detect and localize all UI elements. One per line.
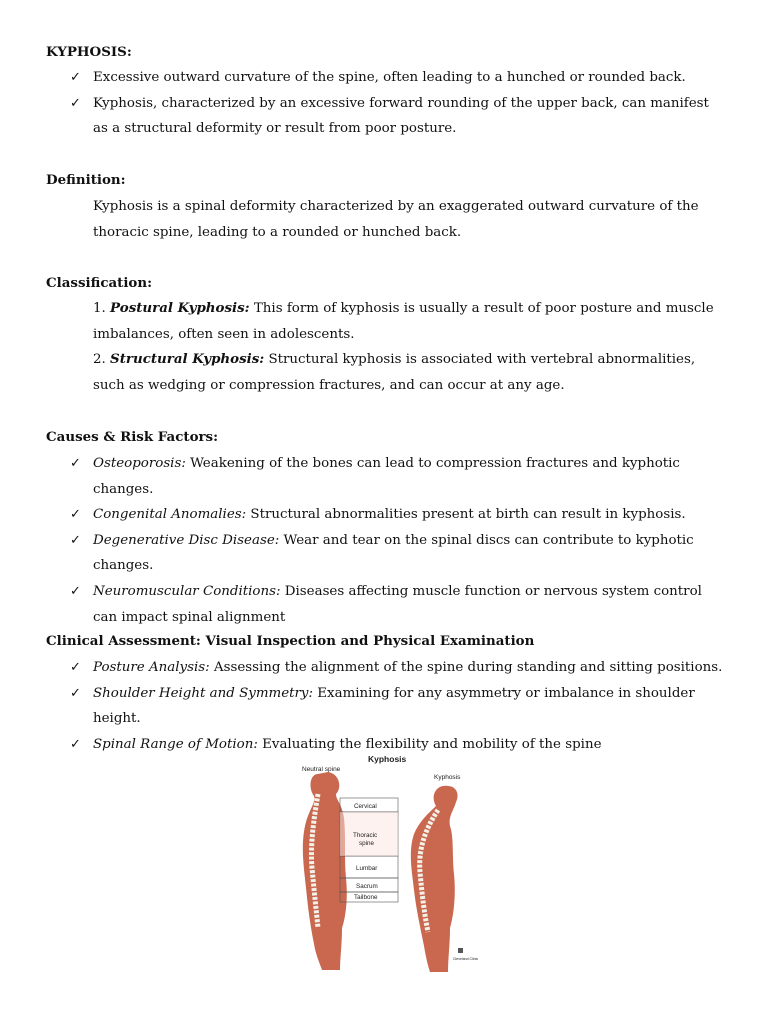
item-text: This form of kyphosis is usually a result of poor posture and muscle imbalances, often seen in adolescents. [93, 301, 714, 342]
list-item [70, 681, 728, 732]
assessment-heading: Clinical Assessment: Visual Inspection and Physical Examination [46, 633, 535, 649]
list-item [70, 528, 728, 579]
checkmark-icon: ✓ [70, 532, 81, 548]
classification-heading: Classification: [46, 275, 153, 291]
item-text: Examining for any asymmetry or imbalance in shoulder height. [93, 685, 695, 727]
item-term: Congenital Anomalies: [93, 507, 247, 523]
logo-text: Cleveland Clinic [453, 957, 479, 961]
checkmark-icon: ✓ [70, 736, 81, 752]
assessment-list [70, 655, 728, 757]
item-term: Neuromuscular Conditions: [93, 583, 281, 599]
list-item [70, 502, 728, 528]
item-text: Wear and tear on the spinal discs can contribute to kyphotic changes. [93, 532, 694, 574]
list-item [70, 451, 728, 502]
bullet-text: Kyphosis, characterized by an excessive forward rounding of the upper back, can manifest as a structural deformity or result from poor posture. [93, 95, 709, 137]
checkmark-icon: ✓ [70, 456, 81, 471]
list-item [70, 655, 728, 681]
item-text: Structural kyphosis is associated with vertebral abnormalities, such as wedging or compression fractures, and can occur at any age. [93, 352, 696, 393]
kyphosis-label: Kyphosis [434, 774, 461, 781]
item-term: Degenerative Disc Disease: [93, 532, 280, 548]
item-term: Structural Kyphosis: [110, 351, 265, 368]
list-item [93, 347, 728, 398]
item-number: 2. [93, 352, 106, 368]
tailbone-label: Tailbone [354, 894, 378, 901]
item-text: Assessing the alignment of the spine during standing and sitting positions. [213, 660, 723, 675]
thoracic-label: Thoracic [353, 832, 378, 839]
item-term: Postural Kyphosis: [110, 300, 250, 316]
neutral-spine-label: Neutral spine [302, 766, 341, 773]
definition-text: Kyphosis is a spinal deformity characterized by an exaggerated outward curvature of the thoracic spine, leading to a rounded or hunched back. [93, 199, 699, 240]
logo-mark-icon [458, 948, 463, 953]
kyphosis-heading: KYPHOSIS: [46, 44, 132, 60]
item-text: Diseases affecting muscle function or nervous system control can impact spinal alignment [93, 583, 702, 625]
bullet-text: Excessive outward curvature of the spine, often leading to a hunched or rounded back. [93, 70, 686, 85]
thoracic-spine-label: spine [359, 840, 375, 847]
item-text: Structural abnormalities present at birth can result in kyphosis. [250, 507, 686, 523]
item-term: Shoulder Height and Symmetry: [93, 685, 313, 701]
cervical-label: Cervical [354, 803, 377, 810]
item-text: Weakening of the bones can lead to compression fractures and kyphotic changes. [93, 456, 680, 497]
list-item [70, 579, 728, 630]
causes-heading: Causes & Risk Factors: [46, 429, 219, 445]
checkmark-icon: ✓ [70, 507, 81, 523]
item-number: 1. [93, 301, 106, 316]
classification-list [93, 296, 728, 398]
item-term: Spinal Range of Motion: [93, 736, 258, 752]
kyphosis-figure [411, 786, 458, 972]
checkmark-icon: ✓ [70, 95, 81, 111]
checkmark-icon: ✓ [70, 685, 81, 701]
checkmark-icon: ✓ [70, 583, 81, 599]
item-term: Osteoporosis: [93, 456, 186, 471]
kyphosis-illustration [296, 748, 486, 976]
figure-title: Kyphosis [368, 754, 407, 764]
causes-list [70, 451, 728, 630]
lumbar-label: Lumbar [356, 865, 378, 872]
checkmark-icon: ✓ [70, 660, 81, 675]
item-term: Posture Analysis: [93, 660, 210, 675]
list-item [70, 65, 728, 91]
list-item [93, 296, 728, 347]
cleveland-clinic-logo [453, 948, 478, 961]
kyphosis-bullet-list [70, 65, 728, 142]
sacrum-label: Sacrum [356, 883, 378, 890]
definition-heading: Definition: [46, 172, 126, 188]
list-item [70, 91, 728, 142]
item-text: Evaluating the flexibility and mobility of the spine [262, 736, 602, 752]
checkmark-icon: ✓ [70, 70, 81, 85]
